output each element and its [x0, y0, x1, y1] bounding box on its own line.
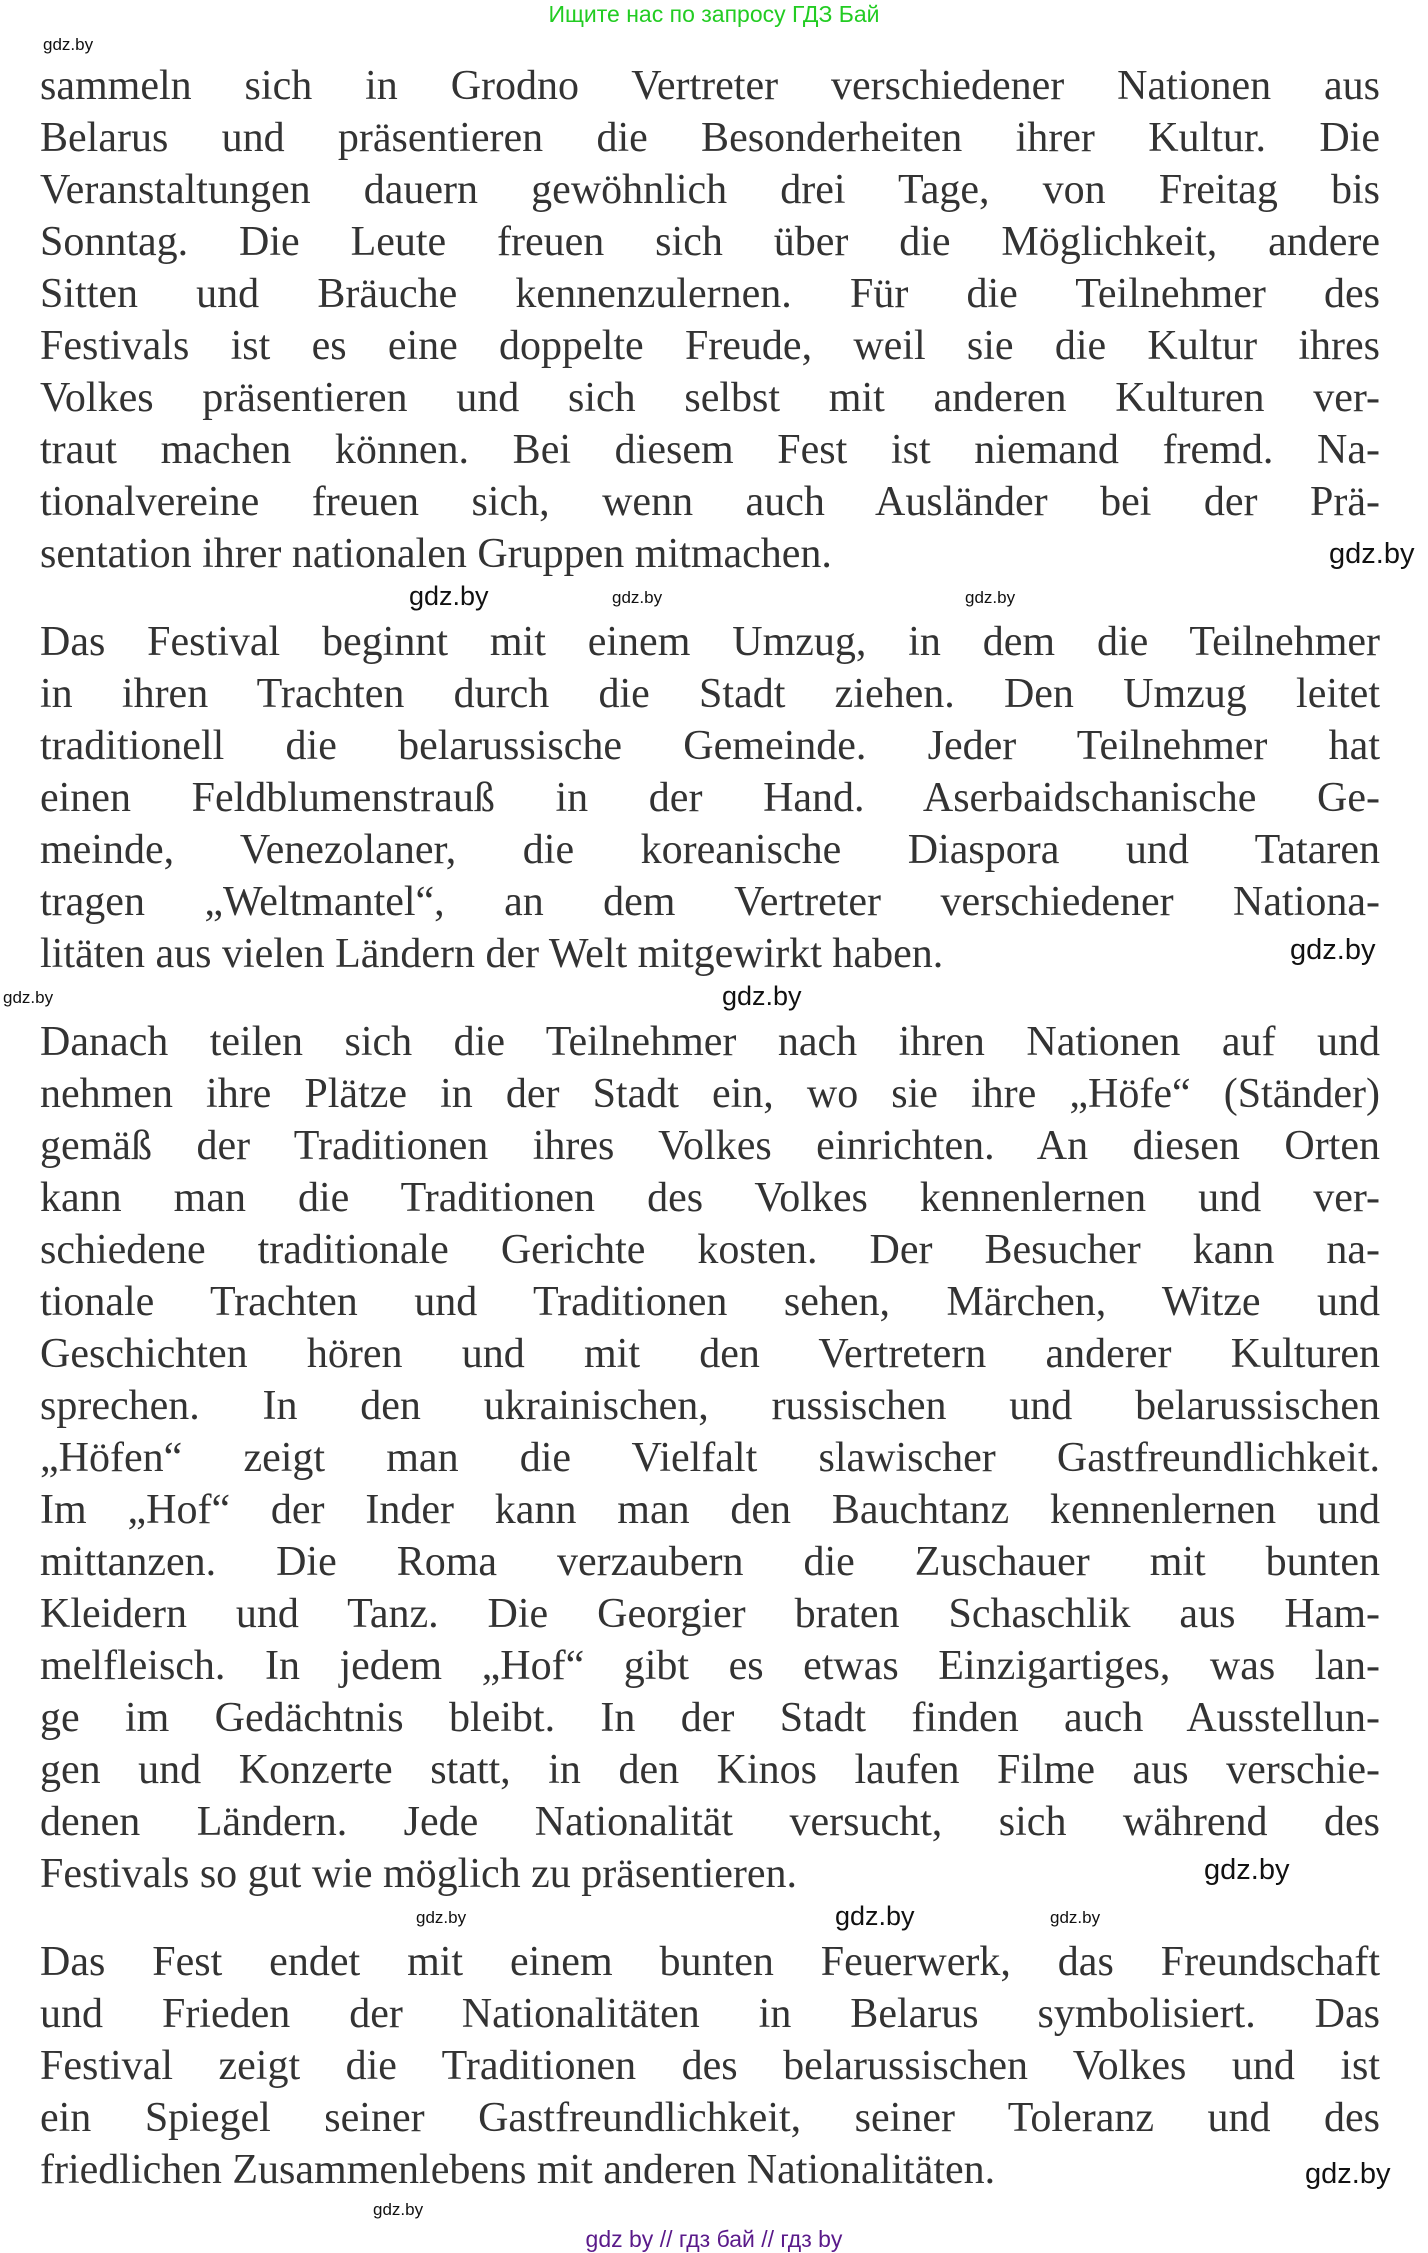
text-line: Sitten und Bräuche kennenzulernen. Für die Teilnehmer des: [40, 271, 1380, 317]
text-line: einen Feldblumenstrauß in der Hand. Aserbaidschanische Ge-: [40, 775, 1380, 821]
text-line: Festivals so gut wie möglich zu präsentieren.: [40, 1851, 798, 1897]
text-line: ge im Gedächtnis bleibt. In der Stadt finden auch Ausstellun-: [40, 1695, 1380, 1741]
paragraph: [40, 1016, 1380, 1900]
text-line: Festivals ist es eine doppelte Freude, weil sie die Kultur ihres: [40, 323, 1380, 369]
text-line: mittanzen. Die Roma verzaubern die Zuschauer mit bunten: [40, 1539, 1380, 1585]
text-line: Veranstaltungen dauern gewöhnlich drei Tage, von Freitag bis: [40, 167, 1380, 213]
text-line: Geschichten hören und mit den Vertretern anderer Kulturen: [40, 1331, 1380, 1377]
text-line: in ihren Trachten durch die Stadt ziehen. Den Umzug leitet: [40, 671, 1380, 717]
text-line: sentation ihrer nationalen Gruppen mitmachen.: [40, 531, 832, 577]
text-line: Belarus und präsentieren die Besonderheiten ihrer Kultur. Die: [40, 115, 1380, 161]
footer-links: gdz by // гдз бай // гдз by: [585, 2226, 843, 2252]
watermark: gdz.by: [409, 581, 489, 611]
watermark: gdz.by: [416, 1908, 467, 1927]
watermark: gdz.by: [373, 2200, 424, 2219]
paragraph: [40, 1936, 1380, 2196]
text-line: Volkes präsentieren und sich selbst mit anderen Kulturen ver-: [40, 375, 1380, 421]
text-line: traditionell die belarussische Gemeinde. Jeder Teilnehmer hat: [40, 723, 1380, 769]
text-line: traut machen können. Bei diesem Fest ist niemand fremd. Na-: [40, 427, 1380, 473]
watermark: gdz.by: [722, 981, 802, 1011]
text-line: gemäß der Traditionen ihres Volkes einrichten. An diesen Orten: [40, 1123, 1380, 1169]
text-line: Kleidern und Tanz. Die Georgier braten Schaschlik aus Ham-: [40, 1591, 1380, 1637]
text-line: litäten aus vielen Ländern der Welt mitgewirkt haben.: [40, 931, 944, 977]
text-line: Das Festival beginnt mit einem Umzug, in dem die Teilnehmer: [40, 619, 1380, 665]
watermark: gdz.by: [612, 588, 663, 607]
text-line: gen und Konzerte statt, in den Kinos laufen Filme aus verschie-: [40, 1747, 1380, 1793]
watermark: gdz.by: [1329, 538, 1415, 570]
paragraph: [40, 616, 1380, 980]
watermark: gdz.by: [3, 988, 54, 1007]
text-line: ein Spiegel seiner Gastfreundlichkeit, seiner Toleranz und des: [40, 2095, 1380, 2141]
text-line: Festival zeigt die Traditionen des belarussischen Volkes und ist: [40, 2043, 1380, 2089]
text-line: tragen „Weltmantel“, an dem Vertreter verschiedener Nationa-: [40, 879, 1380, 925]
watermark: gdz.by: [835, 1901, 915, 1931]
text-line: melfleisch. In jedem „Hof“ gibt es etwas Einzigartiges, was lan-: [40, 1643, 1380, 1689]
text-line: Das Fest endet mit einem bunten Feuerwerk, das Freundschaft: [40, 1939, 1380, 1985]
watermark: gdz.by: [1305, 2158, 1391, 2190]
text-line: Sonntag. Die Leute freuen sich über die Möglichkeit, andere: [40, 219, 1380, 265]
text-line: sammeln sich in Grodno Vertreter verschiedener Nationen aus: [40, 63, 1380, 109]
text-line: friedlichen Zusammenlebens mit anderen Nationalitäten.: [40, 2147, 996, 2193]
text-line: sprechen. In den ukrainischen, russischen und belarussischen: [40, 1383, 1380, 1429]
watermark: gdz.by: [1290, 934, 1376, 966]
text-line: „Höfen“ zeigt man die Vielfalt slawischer Gastfreundlichkeit.: [40, 1435, 1380, 1481]
watermark: gdz.by: [965, 588, 1016, 607]
watermark: gdz.by: [43, 35, 94, 54]
text-line: Danach teilen sich die Teilnehmer nach ihren Nationen auf und: [40, 1019, 1380, 1065]
text-line: kann man die Traditionen des Volkes kennenlernen und ver-: [40, 1175, 1380, 1221]
header-banner: Ищите нас по запросу ГДЗ Бай: [548, 1, 880, 27]
watermark: gdz.by: [1204, 1854, 1290, 1886]
text-line: meinde, Venezolaner, die koreanische Diaspora und Tataren: [40, 827, 1380, 873]
paragraph: [40, 60, 1380, 580]
text-line: schiedene traditionale Gerichte kosten. Der Besucher kann na-: [40, 1227, 1380, 1273]
text-line: nehmen ihre Plätze in der Stadt ein, wo sie ihre „Höfe“ (Ständer): [40, 1071, 1380, 1117]
text-line: und Frieden der Nationalitäten in Belarus symbolisiert. Das: [40, 1991, 1380, 2037]
watermark: gdz.by: [1050, 1908, 1101, 1927]
text-line: Im „Hof“ der Inder kann man den Bauchtanz kennenlernen und: [40, 1487, 1380, 1533]
text-line: denen Ländern. Jede Nationalität versucht, sich während des: [40, 1799, 1380, 1845]
document-body: [40, 60, 1380, 2232]
text-line: tionale Trachten und Traditionen sehen, Märchen, Witze und: [40, 1279, 1380, 1325]
text-line: tionalvereine freuen sich, wenn auch Ausländer bei der Prä-: [40, 479, 1380, 525]
